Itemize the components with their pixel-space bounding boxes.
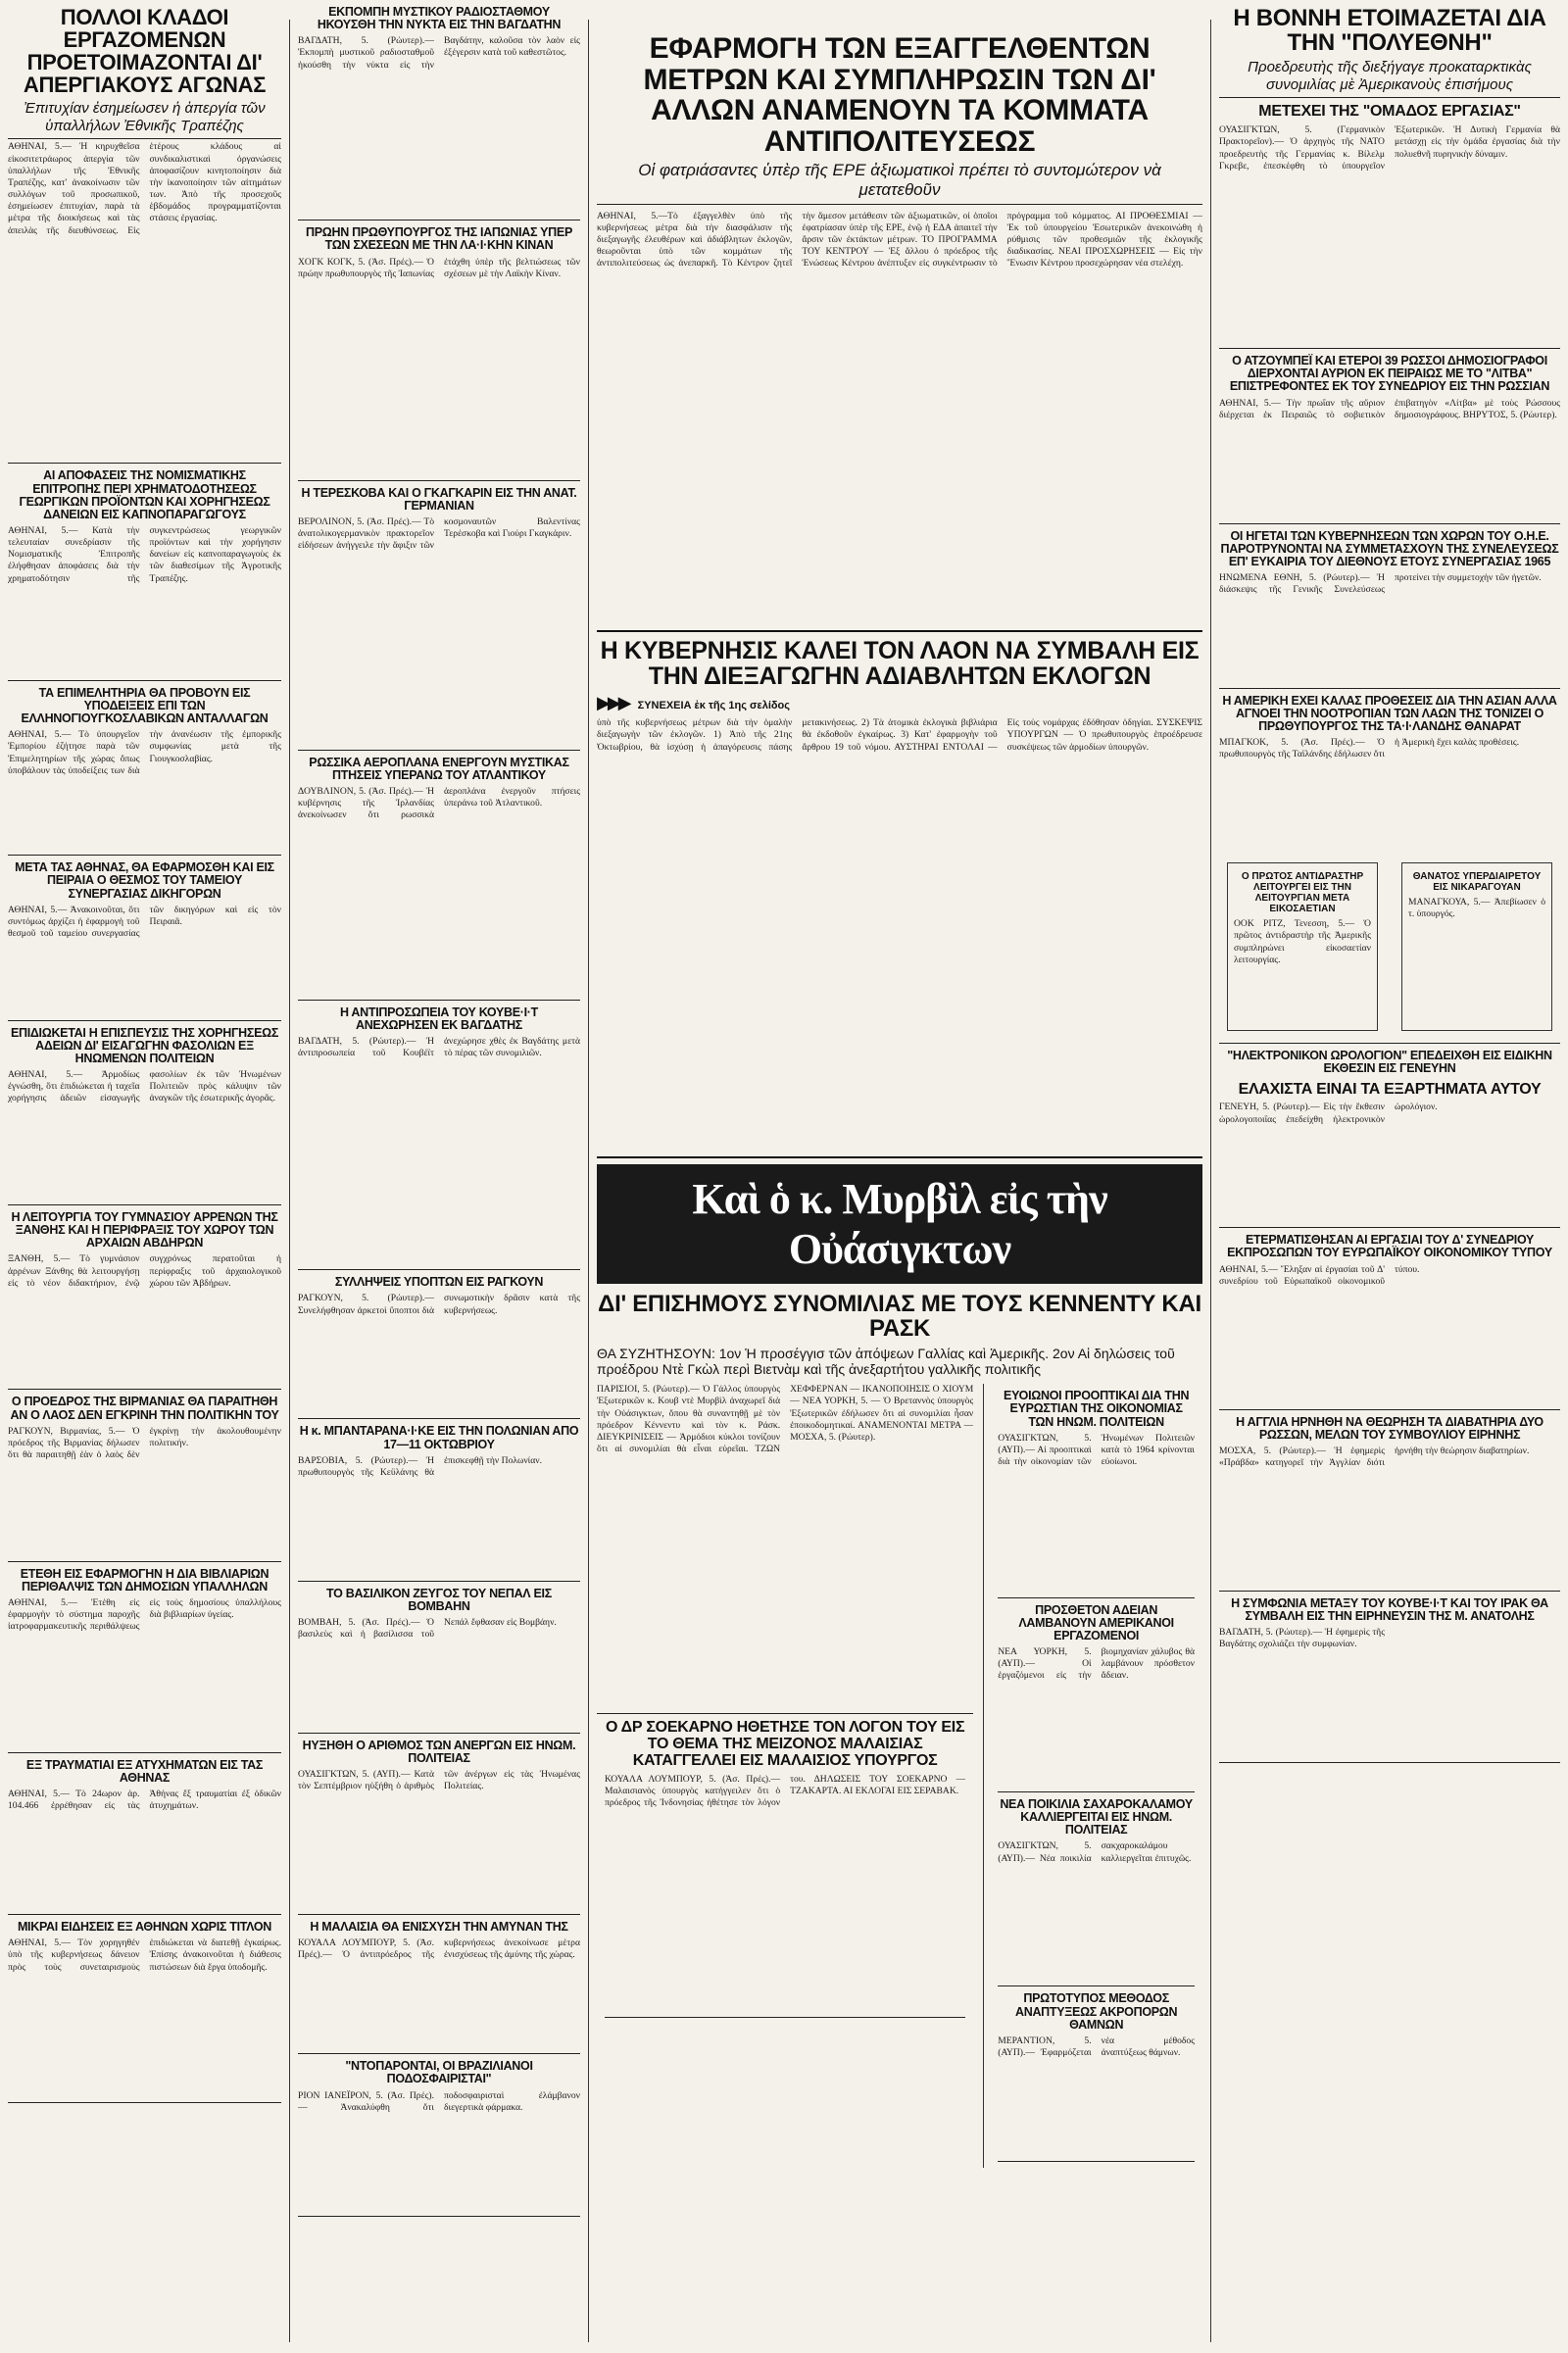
- article-headline: ΝΕΑ ΠΟΙΚΙΛΙΑ ΣΑΧΑΡΟΚΑΛΑΜΟΥ ΚΑΛΛΙΕΡΓΕΙΤΑΙ ΕΙΣ ΗΝΩΜ. ΠΟΛΙΤΕΙΑΣ: [1000, 1797, 1193, 1838]
- article-body: ΟΥΑΣΙΓΚΤΩΝ, 5. (ΑΥΠ).— Κατὰ τὸν Σεπτέμβριον ηὐξήθη ὁ ἀριθμὸς τῶν ἀνέργων εἰς τὰς Ἡνωμένας Πολιτείας.: [298, 1769, 580, 1792]
- side-brief-body: ΟΟΚ ΡΙΤΖ, Τενεσση, 5.— Ὁ πρῶτος ἀντιδραστὴρ τῆς Ἀμερικῆς συμπληρώνει εἰκοσαετίαν λειτουργίας.: [1234, 918, 1371, 965]
- side-brief: [1227, 862, 1378, 1031]
- column-5: [1211, 0, 1568, 2353]
- article-separator: [1219, 523, 1560, 524]
- article: [298, 1425, 580, 1572]
- article-body: ΔΟΥΒΛΙΝΟΝ, 5. (Ἀσ. Πρές).— Ἡ κυβέρνησις τῆς Ἰρλανδίας ἀνεκοίνωσεν ὅτι ρωσσικὰ ἀεροπλάνα ἐνεργοῦν πτήσεις ὑπεράνω τοῦ Ἀτλαντικοῦ.: [298, 786, 580, 821]
- government-headline: Η ΚΥΒΕΡΝΗΣΙΣ ΚΑΛΕΙ ΤΟΝ ΛΑΟΝ ΝΑ ΣΥΜΒΑΛΗ ΕΙΣ ΤΗΝ ΔΙΕΞΑΓΩΓΗΝ ΑΔΙΑΒΛΗΤΩΝ ΕΚΛΟΓΩΝ: [600, 636, 1200, 691]
- article-body: ΝΕΑ ΥΟΡΚΗ, 5. (ΑΥΠ).— Οἱ ἐργαζόμενοι εἰς τὴν βιομηχανίαν χάλυβος θὰ λαμβάνουν πρόσθετον ἄδειαν.: [998, 1646, 1195, 1682]
- article-separator: [298, 2053, 580, 2054]
- article-separator: [8, 680, 281, 681]
- article-separator: [298, 750, 580, 751]
- article-separator: [8, 1561, 281, 1562]
- article-body: ΗΝΩΜΕΝΑ ΕΘΝΗ, 5. (Ρώυτερ).— Ἡ διάσκεψις τῆς Γενικῆς Συνελεύσεως προτείνει τὴν συμμετοχὴν τῶν ἡγετῶν.: [1219, 571, 1542, 596]
- article-body: ΒΑΓΔΑΤΗ, 5. (Ρώυτερ).— Ἐκπομπὴ μυστικοῦ ραδιοσταθμοῦ ἠκούσθη τὴν νύκτα εἰς τὴν Βαγδάτην, καλοῦσα τὸν λαὸν εἰς ἐξέγερσιν κατὰ τοῦ καθεστῶτος.: [298, 35, 580, 71]
- article-headline: ΑΙ ΑΠΟΦΑΣΕΙΣ ΤΗΣ ΝΟΜΙΣΜΑΤΙΚΗΣ ΕΠΙΤΡΟΠΗΣ ΠΕΡΙ ΧΡΗΜΑΤΟΔΟΤΗΣΕΩΣ ΓΕΩΡΓΙΚΩΝ ΠΡΟΪΟΝΤΩΝ ΚΑΙ ΧΟΡΗΓΗΣΕΩΣ ΔΑΝΕΙΩΝ ΕΙΣ ΚΑΠΝΟΠΑΡΑΓΩΓΟΥΣ: [19, 468, 270, 521]
- article-headline: Η ΒΟΝΝΗ ΕΤΟΙΜΑΖΕΤΑΙ ΔΙΑ ΤΗΝ "ΠΟΛΥΕΘΝΗ": [1233, 5, 1546, 57]
- article-separator: [298, 1914, 580, 1915]
- side-brief-headline: ΘΑΝΑΤΟΣ ΥΠΕΡΔΙΑΙΡΕΤΟΥ ΕΙΣ ΝΙΚΑΡΑΓΟΥΑΝ: [1412, 871, 1542, 894]
- article: [1219, 1416, 1560, 1583]
- article-headline: ΕΞ ΤΡΑΥΜΑΤΙΑΙ ΕΞ ΑΤΥΧΗΜΑΤΩΝ ΕΙΣ ΤΑΣ ΑΘΗΝΑΣ: [25, 1757, 264, 1785]
- article: [605, 1720, 965, 2008]
- article: [8, 1759, 281, 1906]
- article-headline: Ο ΠΡΟΕΔΡΟΣ ΤΗΣ ΒΙΡΜΑΝΙΑΣ ΘΑ ΠΑΡΑΙΤΗΘΗ ΑΝ Ο ΛΑΟΣ ΔΕΝ ΕΓΚΡΙΝΗ ΤΗΝ ΠΟΛΙΤΙΚΗΝ ΤΟΥ: [10, 1395, 279, 1422]
- article: [8, 687, 281, 847]
- article-headline: Η ΜΑΛΑΙΣΙΑ ΘΑ ΕΝΙΣΧΥΣΗ ΤΗΝ ΑΜΥΝΑΝ ΤΗΣ: [310, 1920, 568, 1935]
- article-body: ΒΑΡΣΟΒΙΑ, 5. (Ρώυτερ).— Ἡ πρωθυπουργὸς τῆς Κεϋλάνης θὰ ἐπισκεφθῇ τὴν Πολωνίαν.: [298, 1454, 543, 1478]
- article-headline: ΡΩΣΣΙΚΑ ΑΕΡΟΠΛΑΝΑ ΕΝΕΡΓΟΥΝ ΜΥΣΤΙΚΑΣ ΠΤΗΣΕΙΣ ΥΠΕΡΑΝΩ ΤΟΥ ΑΤΛΑΝΤΙΚΟΥ: [309, 755, 569, 782]
- article: [8, 6, 281, 455]
- column-centre: [589, 0, 1210, 2353]
- article-body: ΜΟΣΧΑ, 5. (Ρώυτερ).— Ἡ ἐφημερὶς «Πράβδα» κατηγορεῖ τὴν Ἀγγλίαν διότι ἠρνήθη τὴν θεώρησιν διαβατηρίων.: [1219, 1445, 1530, 1469]
- article-body: ΞΑΝΘΗ, 5.— Τὸ γυμνάσιον ἀρρένων Ξάνθης θὰ λειτουργήσῃ εἰς τὸ νέον διδακτήριον, ἐνῷ συγχρόνως περατοῦται ἡ περίφραξις τοῦ ἀρχαιολογικοῦ χώρου τῶν Ἀβδήρων.: [8, 1253, 281, 1289]
- article-headline: ΗΥΞΗΘΗ Ο ΑΡΙΘΜΟΣ ΤΩΝ ΑΝΕΡΓΩΝ ΕΙΣ ΗΝΩΜ. ΠΟΛΙΤΕΙΑΣ: [302, 1738, 576, 1765]
- article-separator: [8, 463, 281, 464]
- article-headline: "ΝΤΟΠΑΡΟΝΤΑΙ, ΟΙ ΒΡΑΖΙΛΙΑΝΟΙ ΠΟΔΟΣΦΑΙΡΙΣΤΑΙ": [345, 2059, 533, 2086]
- article-headline: ΠΟΛΛΟΙ ΚΛΑΔΟΙ ΕΡΓΑΖΟΜΕΝΩΝ ΠΡΟΕΤΟΙΜΑΖΟΝΤΑΙ ΔΙ' ΑΠΕΡΓΙΑΚΟΥΣ ΑΓΩΝΑΣ: [23, 5, 267, 98]
- article: [8, 469, 281, 672]
- article-separator: [8, 1752, 281, 1753]
- article-headline: Η κ. ΜΠΑΝΤΑΡΑΝΑ·Ι·ΚΕ ΕΙΣ ΤΗΝ ΠΟΛΩΝΙΑΝ ΑΠΟ 17—11 ΟΚΤΩΒΡΙΟΥ: [299, 1424, 579, 1451]
- lead-body: ΑΘΗΝΑΙ, 5.—Τὸ ἐξαγγελθὲν ὑπὸ τῆς κυβερνήσεως μέτρα διὰ τὴν διασφάλισιν τῆς διεξαγωγῆς ἐλευθέρων καὶ ἀδιάβλητων ἐκλογῶν, θεωροῦνται ὑπὸ τῶν κομμάτων τῆς ἀντιπολιτεύσεως ὡς ἀνεπαρκῆ. Τὸ Κέντρον ζητεῖ τὴν ἄμεσον μετάθεσιν τῶν ἀξιωματικῶν, οἱ ὁποῖοι ἐφατρίασαν ὑπὲρ τῆς ΕΡΕ, ἐνῷ ἡ ΕΔΑ ἀπαιτεῖ τὴν ἄρσιν τῶν ἐκτάκτων μέτρων. ΤΟ ΠΡΟΓΡΑΜΜΑ ΤΟΥ ΚΕΝΤΡΟΥ — Ἐξ ἄλλου ὁ πρόεδρος τῆς Ἑνώσεως Κέντρου ἀνέπτυξεν εἰς συγκέντρωσιν τὸ πρόγραμμα τοῦ κόμματος. ΑΙ ΠΡΟΘΕΣΜΙΑΙ — Ἐκ τοῦ ὑπουργείου Ἐσωτερικῶν ἀνεκοινώθη ἡ ρύθμισις τῶν προθεσμιῶν τῆς ἐκλογικῆς διαδικασίας. ΝΕΑΙ ΠΡΟΣΧΩΡΗΣΕΙΣ — Εἰς τὴν Ἕνωσιν Κέντρου προσεχώρησαν νέα στελέχη.: [597, 210, 1202, 270]
- article-body: ΑΘΗΝΑΙ, 5.— Ἐτέθη εἰς ἐφαρμογὴν τὸ σύστημα παροχῆς ἰατροφαρμακευτικῆς περιθάλψεως εἰς τοὺς δημοσίους ὑπαλλήλους διὰ βιβλιαρίων ὑγείας.: [8, 1596, 281, 1633]
- article-body: ΡΑΓΚΟΥΝ, Βιρμανίας, 5.— Ὁ πρόεδρος τῆς Βιρμανίας δήλωσεν ὅτι θὰ παραιτηθῇ ἐὰν ὁ λαὸς δὲν ἐγκρίνῃ τὴν ἀκολουθουμένην πολιτικήν.: [8, 1425, 281, 1460]
- article-headline: ΟΙ ΗΓΕΤΑΙ ΤΩΝ ΚΥΒΕΡΝΗΣΕΩΝ ΤΩΝ ΧΩΡΩΝ ΤΟΥ Ο.Η.Ε. ΠΑΡΟΤΡΥΝΟΝΤΑΙ ΝΑ ΣΥΜΜΕΤΑΣΧΟΥΝ ΤΗΣ ΣΥΝΕΛΕΥΣΕΩΣ ΕΠ' ΕΥΚΑΙΡΙΑ ΤΟΥ ΔΙΕΘΝΟΥΣ ΕΤΟΥΣ ΣΥΝΕΡΓΑΣΙΑΣ 1965: [1220, 528, 1559, 568]
- article-separator: [998, 1985, 1195, 1986]
- article: [298, 1006, 580, 1261]
- article-separator: [298, 1733, 580, 1734]
- article-separator: [998, 1597, 1195, 1598]
- article-body: ΑΘΗΝΑΙ, 5.— Ἡ κηρυχθεῖσα εἰκοσιτετράωρος ἀπεργία τῶν ὑπαλλήλων τῆς Ἐθνικῆς Τραπέζης, κατ' ἀνακοίνωσιν τῶν συλλόγων τοῦ προσωπικοῦ, ἐσημείωσεν ἐπιτυχίαν, παρὰ τὰ μέτρα τῆς διοικήσεως καὶ τὰς ἀπειλὰς τῆς διευθύνσεως. Εἰς ἑτέρους κλάδους αἱ συνδικαλιστικαὶ ὀργανώσεις ἀποφασίζουν κινητοποίησιν διὰ τὴν ἱκανοποίησιν τῶν αἰτημάτων των. Ἀπὸ τῆς προσεχοῦς ἑβδομάδος προγραμματίζονται στάσεις ἐργασίας.: [8, 141, 281, 236]
- article-body: ΧΟΓΚ ΚΟΓΚ, 5. (Ἀσ. Πρές).— Ὁ πρώην πρωθυπουργὸς τῆς Ἰαπωνίας ἐτάχθη ὑπὲρ τῆς βελτιώσεως τῶν σχέσεων μὲ τὴν Λαϊκὴν Κίναν.: [298, 256, 580, 279]
- article-body: ΟΥΑΣΙΓΚΤΩΝ, 5. (ΑΥΠ).— Νέα ποικιλία σακχαροκαλάμου καλλιεργεῖται ἐπιτυχῶς.: [998, 1840, 1192, 1864]
- article-body: ΑΘΗΝΑΙ, 5.— Τὴν πρωΐαν τῆς αὔριον διέρχεται ἐκ Πειραιῶς τὸ σοβιετικὸν ἐπιβατηγὸν «Λίτβα» μὲ τοὺς Ρώσσους δημοσιογράφους. ΒΗΡΥΤΟΣ, 5. (Ρώυτερ).: [1219, 397, 1560, 420]
- article-separator: [998, 2161, 1195, 2162]
- article-body: ΑΘΗΝΑΙ, 5.— Ἀρμοδίως ἐγνώσθη, ὅτι ἐπιδιώκεται ἡ ταχεῖα χορήγησις ἀδειῶν εἰσαγωγῆς φασολίων ἐκ τῶν Ἡνωμένων Πολιτειῶν πρὸς κάλυψιν τῶν ἀναγκῶν τῆς ἐσωτερικῆς ἀγορᾶς.: [8, 1069, 281, 1104]
- article-headline: ΤΑ ΕΠΙΜΕΛΗΤΗΡΙΑ ΘΑ ΠΡΟΒΟΥΝ ΕΙΣ ΥΠΟΔΕΙΞΕΙΣ ΕΠΙ ΤΩΝ ΕΛΛΗΝΟΓΙΟΥΓΚΟΣΛΑΒΙΚΩΝ ΑΝΤΑΛΛΑΓΩΝ: [21, 685, 269, 726]
- article-separator: [1219, 1409, 1560, 1410]
- article-headline: ΠΡΩΗΝ ΠΡΩΘΥΠΟΥΡΓΟΣ ΤΗΣ ΙΑΠΩΝΙΑΣ ΥΠΕΡ ΤΩΝ ΣΧΕΣΕΩΝ ΜΕ ΤΗΝ ΛΑ·Ι·ΚΗΝ ΚΙΝΑΝ: [305, 225, 572, 253]
- article: [8, 1396, 281, 1552]
- article: [298, 487, 580, 742]
- article-subheadline: ΕΛΑΧΙΣΤΑ ΕΙΝΑΙ ΤΑ ΕΞΑΡΤΗΜΑΤΑ ΑΥΤΟΥ: [1238, 1080, 1542, 1098]
- article: [1219, 6, 1560, 340]
- article-headline: Η ΑΝΤΙΠΡΟΣΩΠΕΙΑ ΤΟΥ ΚΟΥΒΕ·Ι·Τ ΑΝΕΧΩΡΗΣΕΝ ΕΚ ΒΑΓΔΑΤΗΣ: [339, 1005, 538, 1033]
- article-separator: [8, 1204, 281, 1205]
- murville-article: [597, 1164, 1202, 2167]
- article: [998, 1798, 1195, 1978]
- article-separator: [298, 1581, 580, 1582]
- article-separator: [298, 2216, 580, 2217]
- article: [1219, 530, 1560, 680]
- article-body: ΟΥΑΣΙΓΚΤΩΝ, 5. (ΑΥΠ).— Αἱ προοπτικαὶ διὰ τὴν οἰκονομίαν τῶν Ἡνωμένων Πολιτειῶν κατὰ τὸ 1964 κρίνονται εὐοίωνοι.: [998, 1432, 1195, 1467]
- article-headline: Η ΤΕΡΕΣΚΟΒΑ ΚΑΙ Ο ΓΚΑΓΚΑΡΙΝ ΕΙΣ ΤΗΝ ΑΝΑΤ. ΓΕΡΜΑΝΙΑΝ: [301, 485, 577, 513]
- government-article: [597, 638, 1202, 1150]
- article-body: ΑΘΗΝΑΙ, 5.— Τὸ ὑπουργεῖον Ἐμπορίου ἐζήτησε παρὰ τῶν Ἐπιμελητηρίων τῆς χώρας ὅπως ὑποβάλουν τὰς ὑποδείξεις των διὰ τὴν ἀνανέωσιν τῆς ἐμπορικῆς συμφωνίας μετὰ τῆς Γιουγκοσλαβίας.: [8, 729, 281, 776]
- article-body: ΑΘΗΝΑΙ, 5.— Τὸν χορηγηθέν ὑπὸ τῆς κυβερνήσεως δάνειον πρὸς τοὺς συνεταιρισμοὺς ἐπιδιώκεται νὰ διατεθῇ ἐγκαίρως. Ἐπίσης ἀνακοινοῦται ἡ διάθεσις πιστώσεων διὰ ἔργα ὑποδομῆς.: [8, 1937, 281, 1973]
- article-separator: [298, 1000, 580, 1001]
- article-separator: [8, 1389, 281, 1390]
- sukarno-article: [597, 1720, 973, 2017]
- article-separator: [8, 2102, 281, 2103]
- article-body: ΡΙΟΝ ΙΑΝΕΪΡΟΝ, 5. (Ἀσ. Πρές).— Ἀνακαλύφθη ὅτι ποδοσφαιρισταὶ ἐλάμβανον διεγερτικὰ φάρμακα.: [298, 2089, 580, 2113]
- article-headline: ΠΡΩΤΟΤΥΠΟΣ ΜΕΘΟΔΟΣ ΑΝΑΠΤΥΞΕΩΣ ΑΚΡΟΠΟΡΩΝ ΘΑΜΝΩΝ: [1015, 1991, 1178, 2032]
- article-headline: ΜΙΚΡΑΙ ΕΙΔΗΣΕΙΣ ΕΞ ΑΘΗΝΩΝ ΧΩΡΙΣ ΤΙΤΛΟΝ: [17, 1920, 272, 1935]
- article-headline: Η ΑΜΕΡΙΚΗ ΕΧΕΙ ΚΑΛΑΣ ΠΡΟΘΕΣΕΙΣ ΔΙΑ ΤΗΝ ΑΣΙΑΝ ΑΛΛΑ ΑΓΝΟΕΙ ΤΗΝ ΝΟΟΤΡΟΠΙΑΝ ΤΩΝ ΛΑΩΝ ΤΗΣ ΤΟΝΙΖΕΙ Ο ΠΡΩΘΥΠΟΥΡΓΟΣ ΤΗΣ ΤΑ·Ι·ΛΑΝΔΗΣ ΘΑΝΑΡΑΤ: [1222, 693, 1557, 734]
- article-body: ΒΑΓΔΑΤΗ, 5. (Ρώυτερ).— Ἡ ἐφημερὶς τῆς Βαγδάτης σχολιάζει τὴν συμφωνίαν.: [1219, 1627, 1385, 1650]
- article: [8, 861, 281, 1011]
- article-subheadline: Προεδρευτὴς τῆς διεξήγαγε προκαταρκτικὰς συνομιλίας μὲ Ἀμερικανοὺς ἐπισήμους: [1219, 59, 1560, 98]
- article-body: ΑΘΗΝΑΙ, 5.— Ἀνακοινοῦται, ὅτι συντόμως ἀρχίζει ἡ ἐφαρμογὴ τοῦ θεσμοῦ τοῦ ταμείου συνεργασίας τῶν δικηγόρων καὶ εἰς τὸν Πειραιᾶ.: [8, 904, 281, 939]
- article-headline: ΤΟ ΒΑΣΙΛΙΚΟΝ ΖΕΥΓΟΣ ΤΟΥ ΝΕΠΑΛ ΕΙΣ ΒΟΜΒΑΗΝ: [326, 1586, 552, 1613]
- article-separator: [1219, 688, 1560, 689]
- article-body: ΟΥΑΣΙΓΚΤΩΝ, 5. (Γερμανικὸν Πρακτορεῖον).— Ὁ ἀρχηγὸς τῆς ΝΑΤΟ προεδρευτὴς τῆς Γερμανίας κ. Βίλελμ Γκρεβε, ἐπεσκέφθη τὸ ὑπουργεῖον Ἐξωτερικῶν. Ἡ Δυτικὴ Γερμανία θὰ μετάσχῃ εἰς τὴν ὁμάδα ἐργασίας διὰ τὴν πολυεθνῆ πυρηνικὴν δύναμιν.: [1219, 124, 1560, 172]
- continuation-label: [597, 693, 1202, 713]
- column-2-articles: [290, 6, 588, 2217]
- article-body: ΚΟΥΑΛΑ ΛΟΥΜΠΟΥΡ, 5. (Ἀσ. Πρές).— Μαλαισιανὸς ὑπουργὸς κατήγγειλεν ὅτι ὁ πρόεδρος τῆς Ἰνδονησίας ἠθέτησε τὸν λόγον του. ΔΗΛΩΣΕΙΣ ΤΟΥ ΣΟΕΚΑΡΝΟ — ΤΖΑΚΑΡΤΑ. ΑΙ ΕΚΛΟΓΑΙ ΕΙΣ ΣΕΡΑΒΑΚ.: [605, 1773, 966, 1808]
- article: [998, 1390, 1195, 1589]
- article-separator: [1219, 1043, 1560, 1044]
- article-headline: "ΗΛΕΚΤΡΟΝΙΚΟΝ ΩΡΟΛΟΓΙΟΝ" ΕΠΕΔΕΙΧΘΗ ΕΙΣ ΕΙΔΙΚΗΝ ΕΚΘΕΣΙΝ ΕΙΣ ΓΕΝΕΥΗΝ: [1227, 1049, 1552, 1076]
- article-subheadline: ΜΕΤΕΧΕΙ ΤΗΣ "ΟΜΑΔΟΣ ΕΡΓΑΣΙΑΣ": [1258, 103, 1521, 121]
- side-brief-headline: Ο ΠΡΩΤΟΣ ΑΝΤΙΔΡΑΣΤΗΡ ΛΕΙΤΟΥΡΓΕΙ ΕΙΣ ΤΗΝ ΛΕΙΤΟΥΡΓΙΑΝ ΜΕΤΑ ΕΙΚΟΣΑΕΤΙΑΝ: [1241, 871, 1364, 915]
- article-body: ΒΕΡΟΛΙΝΟΝ, 5. (Ἀσ. Πρές).— Τὸ ἀνατολικογερμανικὸν πρακτορεῖον εἰδήσεων ἀνήγγειλε τὴν ἄφιξιν τῶν κοσμοναυτῶν Βαλεντίνας Τερέσκοβα καὶ Γιούρι Γκαγκάριν.: [298, 515, 580, 552]
- article-body: ΑΘΗΝΑΙ, 5.— Κατὰ τὴν τελευταίαν συνεδρίασιν τῆς Νομισματικῆς Ἐπιτροπῆς ἐλήφθησαν ἀποφάσεις διὰ τὴν χρηματοδότησιν τῆς συγκεντρώσεως γεωργικῶν προϊόντων καὶ τὴν χορήγησιν δανείων εἰς καπνοπαραγωγοὺς ἐκ τῶν διαθεσίμων τῆς Ἀγροτικῆς Τραπέζης.: [8, 524, 281, 584]
- article-headline: Η ΣΥΜΦΩΝΙΑ ΜΕΤΑΞΥ ΤΟΥ ΚΟΥΒΕ·Ι·Τ ΚΑΙ ΤΟΥ ΙΡΑΚ ΘΑ ΣΥΜΒΑΛΗ ΕΙΣ ΤΗΝ ΕΙΡΗΝΕΥΣΙΝ ΤΗΣ Μ. ΑΝΑΤΟΛΗΣ: [1231, 1595, 1548, 1623]
- article-headline: ΜΕΤΑ ΤΑΣ ΑΘΗΝΑΣ, ΘΑ ΕΦΑΡΜΟΣΘΗ ΚΑΙ ΕΙΣ ΠΕΙΡΑΙΑ Ο ΘΕΣΜΟΣ ΤΟΥ ΤΑΜΕΙΟΥ ΣΥΝΕΡΓΑΣΙΑΣ ΔΙΚΗΓΟΡΩΝ: [15, 860, 274, 901]
- article-separator: [1219, 1591, 1560, 1592]
- article-body: ΑΘΗΝΑΙ, 5.— Τὸ 24ωρον ἀρ. 104.466 ἐρρέθησαν εἰς τὰς Ἀθήνας ἕξ τραυματίαι ἐξ ὁδικῶν ἀτυχημάτων.: [8, 1789, 281, 1812]
- article-separator: [1219, 1762, 1560, 1763]
- article: [998, 1992, 1195, 2152]
- article-headline: ΕΤΕΘΗ ΕΙΣ ΕΦΑΡΜΟΓΗΝ Η ΔΙΑ ΒΙΒΛΙΑΡΙΩΝ ΠΕΡΙΘΑΛΨΙΣ ΤΩΝ ΔΗΜΟΣΙΩΝ ΥΠΑΛΛΗΛΩΝ: [20, 1566, 270, 1593]
- article-separator: [8, 1914, 281, 1915]
- column-1-articles: [0, 6, 289, 2103]
- article: [1219, 695, 1560, 1035]
- lead-article: [597, 33, 1202, 622]
- murville-banner: Καὶ ὁ κ. Μυρβὶλ εἰς τὴν Οὐάσιγκτων: [597, 1164, 1202, 1284]
- article: [298, 1921, 580, 2045]
- article-separator: [1219, 348, 1560, 349]
- article: [298, 1276, 580, 1410]
- article-separator: [298, 480, 580, 481]
- article: [1219, 1234, 1560, 1400]
- article-separator: [298, 220, 580, 221]
- side-brief: [1401, 862, 1552, 1031]
- column-5-articles: [1211, 6, 1568, 1763]
- article-headline: Ο ΔΡ ΣΟΕΚΑΡΝΟ ΗΘΕΤΗΣΕ ΤΟΝ ΛΟΓΟΝ ΤΟΥ ΕΙΣ ΤΟ ΘΕΜΑ ΤΗΣ ΜΕΙΖΟΝΟΣ ΜΑΛΑΙΣΙΑΣ ΚΑΤΑΓΓΕΛΛΕΙ ΕΙΣ ΜΑΛΑΙΣΙΟΣ ΥΠΟΥΡΓΟΣ: [605, 1719, 965, 1769]
- article: [298, 757, 580, 992]
- article-body: ΜΠΑΓΚΟΚ, 5. (Ἀσ. Πρές).— Ὁ πρωθυπουργὸς τῆς Ταϊλάνδης ἐδήλωσεν ὅτι ἡ Ἀμερικὴ ἔχει καλὰς προθέσεις.: [1219, 737, 1520, 760]
- article-headline: ΕΠΙΔΙΩΚΕΤΑΙ Η ΕΠΙΣΠΕΥΣΙΣ ΤΗΣ ΧΟΡΗΓΗΣΕΩΣ ΑΔΕΙΩΝ ΔΙ' ΕΙΣΑΓΩΓΗΝ ΦΑΣΟΛΙΩΝ ΕΞ ΗΝΩΜΕΝΩΝ ΠΟΛΙΤΕΙΩΝ: [10, 1025, 279, 1065]
- article-headline: Η ΑΓΓΛΙΑ ΗΡΝΗΘΗ ΝΑ ΘΕΩΡΗΣΗ ΤΑ ΔΙΑΒΑΤΗΡΙΑ ΔΥΟ ΡΩΣΣΩΝ, ΜΕΛΩΝ ΤΟΥ ΣΥΜΒΟΥΛΙΟΥ ΕΙΡΗΝΗΣ: [1236, 1414, 1544, 1442]
- article-separator: [8, 1020, 281, 1021]
- article: [1219, 1597, 1560, 1754]
- article: [8, 1027, 281, 1197]
- article: [298, 2060, 580, 2207]
- article-body: ΓΕΝΕΥΗ, 5. (Ρώυτερ).— Εἰς τὴν ἔκθεσιν ὡρολογοποιΐας ἐπεδείχθη ἠλεκτρονικὸν ὡρολόγιον.: [1219, 1102, 1438, 1125]
- article: [8, 1211, 281, 1381]
- article-separator: [998, 1791, 1195, 1792]
- article-body: ΒΟΜΒΑΗ, 5. (Ἀσ. Πρές).— Ὁ βασιλεὺς καὶ ἡ βασίλισσα τοῦ Νεπάλ ἔφθασαν εἰς Βομβάην.: [298, 1616, 557, 1641]
- article-headline: ΠΡΟΣΘΕΤΟΝ ΑΔΕΙΑΝ ΛΑΜΒΑΝΟΥΝ ΑΜΕΡΙΚΑΝΟΙ ΕΡΓΑΖΟΜΕΝΟΙ: [1018, 1602, 1174, 1642]
- murville-subheadline: ΘΑ ΣΥΖΗΤΗΣΟΥΝ: 1ον Ἡ προσέγγισ τῶν ἀπόψεων Γαλλίας καὶ Ἀμερικῆς. 2ον Αἱ δηλώσεις τοῦ προέδρου Ντὲ Γκὼλ περὶ Βιετνὰμ καὶ τῆς ἀνεξαρτήτου γαλλικῆς πολιτικῆς: [597, 1345, 1175, 1378]
- article: [298, 1588, 580, 1725]
- article-headline: ΕΤΕΡΜΑΤΙΣΘΗΣΑΝ ΑΙ ΕΡΓΑΣΙΑΙ ΤΟΥ Δ' ΣΥΝΕΔΡΙΟΥ ΕΚΠΡΟΣΩΠΩΝ ΤΟΥ ΕΥΡΩΠΑΪΚΟΥ ΟΙΚΟΝΟΜΙΚΟΥ ΤΥΠΟΥ: [1227, 1233, 1552, 1260]
- article-headline: ΕΚΠΟΜΠΗ ΜΥΣΤΙΚΟΥ ΡΑΔΙΟΣΤΑΘΜΟΥ ΗΚΟΥΣΘΗ ΤΗΝ ΝΥΚΤΑ ΕΙΣ ΤΗΝ ΒΑΓΔΑΤΗΝ: [317, 5, 562, 32]
- article-separator: [8, 855, 281, 856]
- article: [298, 226, 580, 471]
- article-separator: [605, 2017, 965, 2018]
- article-body: ΑΘΗΝΑΙ, 5.— Ἔληξαν αἱ ἐργασίαι τοῦ Δ' συνεδρίου τοῦ Εὐρωπαϊκοῦ οἰκονομικοῦ τύπου.: [1219, 1263, 1420, 1287]
- article-headline: ΣΥΛΛΗΨΕΙΣ ΥΠΟΠΤΩΝ ΕΙΣ ΡΑΓΚΟΥΝ: [334, 1275, 544, 1290]
- article-body: ΚΟΥΑΛΑ ΛΟΥΜΠΟΥΡ, 5. (Ἀσ. Πρές).— Ὁ ἀντιπρόεδρος τῆς κυβερνήσεως ἀνεκοίνωσε μέτρα ἐνισχύσεως τῆς ἀμύνης τῆς χώρας.: [298, 1937, 580, 1961]
- article-body: ΒΑΓΔΑΤΗ, 5. (Ρώυτερ).— Ἡ ἀντιπροσωπεία τοῦ Κουβέϊτ ἀνεχώρησε χθὲς ἐκ Βαγδάτης μετὰ τὸ πέρας τῶν συνομιλιῶν.: [298, 1036, 580, 1059]
- government-body: ὑπὸ τῆς κυβερνήσεως μέτρων διὰ τὴν ὁμαλὴν διεξαγωγὴν τῶν ἐκλογῶν. 1) Ἀπὸ τῆς 21ης Ὀκτωβρίου, θὰ ἰσχύσῃ ἡ ἀπαγόρευσις πάσης μετακινήσεως. 2) Τὰ ἀτομικὰ ἐκλογικὰ βιβλιάρια θὰ ἐκδοθοῦν ἐγκαίρως. 3) Κατ' ἐφαρμογὴν τοῦ ἄρθρου 19 τοῦ νόμου. ΑΥΣΤΗΡΑΙ ΕΝΤΟΛΑΙ — Εἰς τοὺς νομάρχας ἐδόθησαν ὁδηγίαι. ΣΥΣΚΕΨΙΣ ΥΠΟΥΡΓΩΝ — Ὁ πρωθυπουργὸς ἐπροέδρευσε συσκέψεως τῶν ἁρμοδίων ὑπουργῶν.: [597, 717, 1202, 753]
- article: [298, 6, 580, 212]
- side-brief-body: ΜΑΝΑΓΚΟΥΑ, 5.— Ἀπεβίωσεν ὁ τ. ὑπουργός.: [1408, 897, 1545, 920]
- article-headline: Η ΛΕΙΤΟΥΡΓΙΑ ΤΟΥ ΓΥΜΝΑΣΙΟΥ ΑΡΡΕΝΩΝ ΤΗΣ ΞΑΝΘΗΣ ΚΑΙ Η ΠΕΡΙΦΡΑΞΙΣ ΤΟΥ ΧΩΡΟΥ ΤΩΝ ΑΡΧΑΙΩΝ ΑΒΔΗΡΩΝ: [11, 1210, 278, 1250]
- column-1: [0, 0, 289, 2353]
- lead-subheadline: Οἱ φατριάσαντες ὑπὲρ τῆς ΕΡΕ ἀξιωματικοὶ πρέπει τὸ συντομώτερον νὰ μετατεθοῦν: [597, 161, 1202, 205]
- lead-headline: ΕΦΑΡΜΟΓΗ ΤΩΝ ΕΞΑΓΓΕΛΘΕΝΤΩΝ ΜΕΤΡΩΝ ΚΑΙ ΣΥΜΠΛΗΡΩΣΙΝ ΤΩΝ ΔΙ' ΑΛΛΩΝ ΑΝΑΜΕΝΟΥΝ ΤΑ ΚΟΜΜΑΤΑ ΑΝΤΙΠΟΛΙΤΕΥΣΕΩΣ: [643, 32, 1156, 158]
- article: [8, 1568, 281, 1744]
- murville-headline: ΔΙ' ΕΠΙΣΗΜΟΥΣ ΣΥΝΟΜΙΛΙΑΣ ΜΕ ΤΟΥΣ ΚΕΝΝΕΝΤΥ ΚΑΙ ΡΑΣΚ: [598, 1291, 1201, 1343]
- article-headline: Ο ΑΤΖΟΥΜΠΕΪ ΚΑΙ ΕΤΕΡΟΙ 39 ΡΩΣΣΟΙ ΔΗΜΟΣΙΟΓΡΑΦΟΙ ΔΙΕΡΧΟΝΤΑΙ ΑΥΡΙΟΝ ΕΚ ΠΕΙΡΑΙΩΣ ΜΕ ΤΟ "ΛΙΤΒΑ" ΕΠΙΣΤΡΕΦΟΝΤΕΣ ΕΚ ΤΟΥ ΣΥΝΕΔΡΙΟΥ ΕΙΣ ΤΗΝ ΡΩΣΣΙΑΝ: [1229, 354, 1550, 394]
- murville-body: ΠΑΡΙΣΙΟΙ, 5. (Ρώυτερ).— Ὁ Γάλλος ὑπουργὸς Ἐξωτερικῶν κ. Κουβ ντὲ Μυρβὶλ ἀναχωρεῖ διὰ τὴν Οὐάσιγκτων, ὅπου θὰ συναντηθῇ μὲ τὸν πρόεδρον Κέννεντυ καὶ τὸν κ. Ράσκ. ΔΙΕΥΚΡΙΝΙΣΕΙΣ — Ἀρμόδιοι κύκλοι τονίζουν ὅτι αἱ συνομιλίαι θὰ εἶναι εὐρεῖαι. ΤΖΩΝ ΧΕΦΦΕΡΝΑΝ — ΙΚΑΝΟΠΟΙΗΣΙΣ Ο ΧΙΟΥΜ — ΝΕΑ ΥΟΡΚΗ, 5. — Ὁ Βρεταννὸς ὑπουργὸς Ἐξωτερικῶν ἐδήλωσεν ὅτι αἱ συνομιλίαι ἦσαν ἐποικοδομητικαί. ΑΝΑΜΕΝΟΝΤΑΙ ΜΕΤΡΑ — ΜΟΣΧΑ, 5. (Ρώυτερ).: [597, 1384, 974, 1455]
- article: [8, 1921, 281, 2094]
- column-2: [290, 0, 588, 2353]
- article-headline: ΕΥΟΙΩΝΟΙ ΠΡΟΟΠΤΙΚΑΙ ΔΙΑ ΤΗΝ ΕΥΡΩΣΤΙΑΝ ΤΗΣ ΟΙΚΟΝΟΜΙΑΣ ΤΩΝ ΗΝΩΜ. ΠΟΛΙΤΕΙΩΝ: [1004, 1389, 1190, 1429]
- article: [298, 1740, 580, 1906]
- article: [1219, 355, 1560, 515]
- article: [998, 1604, 1195, 1784]
- article-subheadline: Ἐπιτυχίαν ἐσημείωσεν ἡ ἀπεργία τῶν ὑπαλλήλων Ἐθνικῆς Τραπέζης: [8, 100, 281, 139]
- right-briefs: [983, 1384, 1202, 2168]
- article-separator: [298, 1418, 580, 1419]
- arrows-icon: ▶▶▶: [597, 693, 629, 714]
- article-separator: [298, 1269, 580, 1270]
- article: [1219, 1050, 1560, 1219]
- article-body: ΜΕΡΑΝΤΙΟΝ, 5. (ΑΥΠ).— Ἐφαρμόζεται νέα μέθοδος ἀναπτύξεως θάμνων.: [998, 2034, 1195, 2058]
- continuation-text: ΣΥΝΕΧΕΙΑ ἐκ τῆς 1ης σελίδος: [637, 700, 791, 712]
- article-body: ΡΑΓΚΟΥΝ, 5. (Ρώυτερ).— Συνελήφθησαν ἀρκετοὶ ὕποπτοι διὰ συνωμοτικὴν δρᾶσιν κατὰ τῆς κυβερνήσεως.: [298, 1293, 580, 1316]
- article-separator: [1219, 1227, 1560, 1228]
